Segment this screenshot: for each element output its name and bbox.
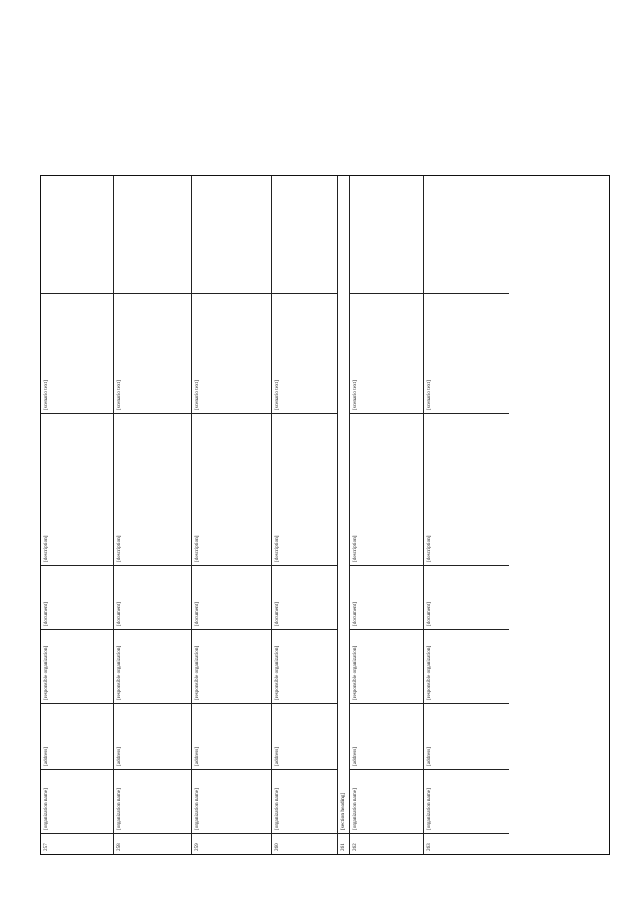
row-number: 259	[194, 843, 200, 851]
scenario-1: [scenario text]	[114, 294, 191, 414]
responsible-org: [responsible organization]	[350, 630, 423, 704]
table-row	[191, 176, 271, 854]
risk-description: [description]	[272, 414, 337, 566]
scenario-2	[114, 176, 191, 294]
scenario-2	[192, 176, 271, 294]
scenario-1: [scenario text]	[192, 294, 271, 414]
risk-description: [description]	[424, 414, 509, 566]
object-address: [address]	[41, 704, 113, 770]
scenario-1: [scenario text]	[424, 294, 509, 414]
responsible-org: [responsible organization]	[272, 630, 337, 704]
responsible-org: [responsible organization]	[114, 630, 191, 704]
document-ref: [document]	[192, 566, 271, 630]
document-ref: [document]	[41, 566, 113, 630]
risk-description: [description]	[350, 414, 423, 566]
document-ref: [document]	[424, 566, 509, 630]
table-row	[271, 176, 337, 854]
responsible-org: [responsible organization]	[424, 630, 509, 704]
object-address: [address]	[272, 704, 337, 770]
risk-description: [description]	[114, 414, 191, 566]
responsible-org: [responsible organization]	[41, 630, 113, 704]
row-number: 261	[340, 843, 346, 851]
responsible-org: [responsible organization]	[192, 630, 271, 704]
table-row	[113, 176, 191, 854]
object-address: [address]	[424, 704, 509, 770]
row-number: 260	[274, 843, 280, 851]
object-address: [address]	[114, 704, 191, 770]
rotated-data-table	[40, 175, 610, 855]
document-ref: [document]	[272, 566, 337, 630]
scenario-2	[272, 176, 337, 294]
risk-description: [description]	[192, 414, 271, 566]
scenario-2	[424, 176, 509, 294]
object-name: [organization name]	[41, 770, 113, 834]
section-title: [section heading]	[338, 176, 349, 834]
row-number: 258	[116, 843, 122, 851]
section-row	[337, 176, 349, 854]
scenario-1: [scenario text]	[41, 294, 113, 414]
scenario-2	[350, 176, 423, 294]
document-ref: [document]	[114, 566, 191, 630]
object-name: [organization name]	[114, 770, 191, 834]
risk-description: [description]	[41, 414, 113, 566]
table-row	[41, 176, 113, 854]
object-name: [organization name]	[424, 770, 509, 834]
row-number: 262	[352, 843, 358, 851]
scenario-1: [scenario text]	[350, 294, 423, 414]
scenario-2	[41, 176, 113, 294]
table-row	[423, 176, 509, 854]
object-address: [address]	[192, 704, 271, 770]
object-name: [organization name]	[192, 770, 271, 834]
scenario-1: [scenario text]	[272, 294, 337, 414]
object-name: [organization name]	[272, 770, 337, 834]
row-number: 263	[426, 843, 432, 851]
table-row	[349, 176, 423, 854]
object-name: [organization name]	[350, 770, 423, 834]
object-address: [address]	[350, 704, 423, 770]
document-ref: [document]	[350, 566, 423, 630]
row-number: 257	[43, 843, 49, 851]
